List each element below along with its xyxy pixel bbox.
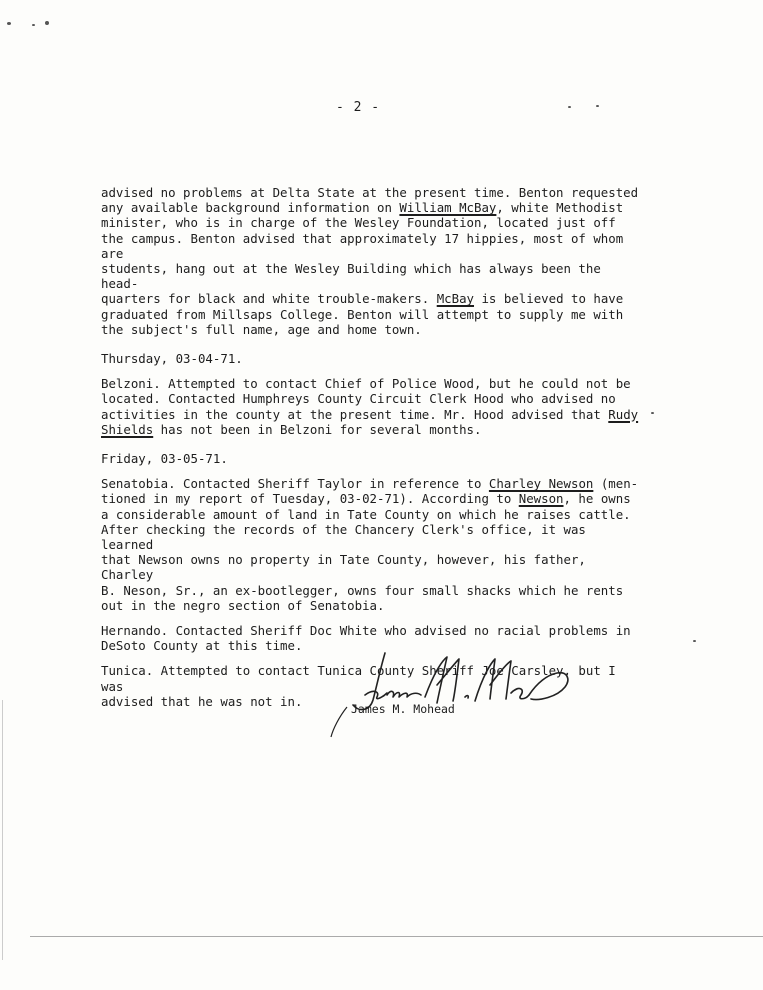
paragraph-delta-state — [101, 185, 641, 337]
handwritten-signature — [325, 645, 585, 740]
paragraph-hernando: Hernando. Contacted Sheriff Doc White who advised no racial problems in DeSoto County at this time. — [101, 623, 631, 654]
date-heading: Thursday, 03-04-71. — [101, 351, 243, 367]
scan-speck — [693, 640, 696, 642]
underlined-name: McBay — [436, 291, 475, 307]
typed-signature-name: James M. Mohead — [351, 702, 455, 716]
paragraph-text: is believed to have graduated from Millsaps College. Benton will attempt to supply me with the subject's full name, age and home town. — [101, 291, 624, 337]
date-heading: Friday, 03-05-71. — [101, 451, 228, 467]
report-body — [101, 185, 641, 719]
paragraph-belzoni — [101, 376, 641, 437]
scan-speck — [7, 22, 11, 25]
paragraph-text: advised no problems at Delta State at the present time. Benton requested any available background information on — [101, 185, 639, 216]
paragraph-text: , white Methodist minister, who is in charge of the Wesley Foundation, located just off the campus. Benton advised that approximately 17 hippies, most of whom are students, hang out at the Wesley Building which has always been the head- quarters for black and white trouble-makers. — [101, 200, 624, 307]
scan-edge-line — [2, 700, 3, 960]
paragraph-senatobia — [101, 476, 641, 613]
paragraph-text: Belzoni. Attempted to contact Chief of Police Wood, but he could not be located. Contacted Humphreys County Circuit Clerk Hood who advised no activities in the county at the present time. Mr. Hood advised that — [101, 376, 631, 422]
paragraph-text: Senatobia. Contacted Sheriff Taylor in reference to — [101, 476, 489, 492]
paragraph-text: has not been in Belzoni for several months. — [153, 421, 482, 437]
underlined-name: William McBay — [399, 200, 497, 216]
page-number: - 2 - — [336, 100, 381, 115]
paragraph-text: , he owns a considerable amount of land in Tate County on which he raises cattle. After checking the records of the Chancery Clerk's office, it was learned that Newson owns no property in Tate County, however, his father, Charley B. Neson, Sr., an ex-bootlegger, owns four small shacks which he rents out in the negro section of Senatobia. — [101, 491, 631, 613]
scan-speck — [568, 106, 571, 108]
paragraph-tunica: Tunica. Attempted to contact Tunica County Sheriff Joe Carsley, but I was advised that he was not in. — [101, 663, 616, 709]
underlined-name: Rudy Shields — [101, 406, 639, 437]
paragraph-text: (men- tioned in my report of Tuesday, 03-02-71). According to — [101, 476, 639, 507]
scan-speck — [651, 412, 654, 414]
scan-speck — [45, 21, 49, 25]
underlined-name: Charley Newson — [488, 476, 594, 492]
scan-edge-line — [30, 936, 763, 937]
scan-speck — [32, 24, 35, 26]
scan-speck — [596, 105, 599, 107]
underlined-name: Newson — [518, 491, 564, 507]
